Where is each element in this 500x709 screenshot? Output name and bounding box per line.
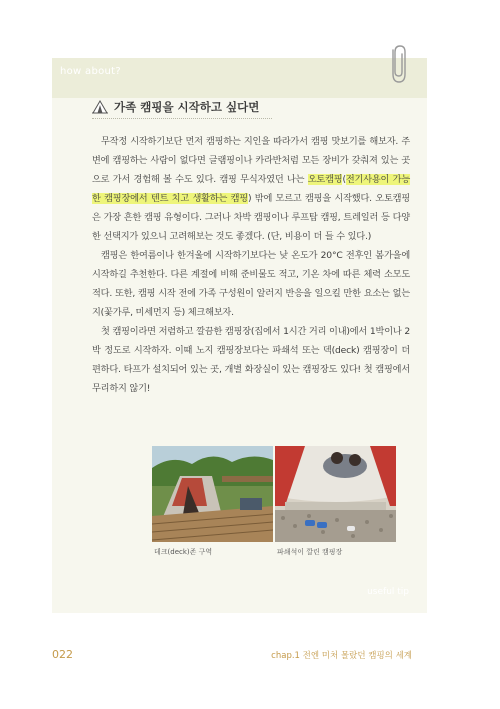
paragraph-3: 첫 캠핑이라면 저렴하고 깔끔한 캠핑장(집에서 1시간 거리 이내)에서 1박이나 2박 정도로 시작하자. 이때 노지 캠핑장보다는 파쇄석 또는 덱(deck) 캠핑장이 더 편하다. 타프가 설치되어 있는 곳, 개별 화장실이 있는 캠핑장도 있다! 첫 캠핑에서 무리하지 않기! [92,326,410,394]
gravel-campsite-photo [275,446,396,542]
chapter-title: chap.1 전엔 미처 몰랐던 캠핑의 세계 [271,651,412,661]
photo-caption-1: 데크(deck)존 구역 [154,548,213,556]
tent-icon [92,100,108,114]
card-tag: how about? [60,66,121,77]
photo-caption-2: 파쇄석이 깔린 캠핑장 [277,548,343,556]
paragraph-1: 무작정 시작하기보단 먼저 캠핑하는 지인을 따라가서 캠핑 맛보기를 해보자. 주변에 캠핑하는 사람이 없다면 글램핑이나 카라반처럼 모든 장비가 갖춰져 있는 곳으로 가서 경험해 볼 수도 있다. 캠핑 무식자였던 나는 오토캠핑(전기사용이 가능한 캠핑장에서 텐트 치고 생활하는 캠핑) 밖에 모르고 캠핑을 시작했다. 오토캠핑은 가장 흔한 캠핑 유형이다. 그러나 차박 캠핑이나 루프탑 캠핑, 트레일러 등 다양한 선택지가 있으니 고려해보는 것도 좋겠다. (단, 비용이 더 들 수 있다.) [92,136,411,242]
deck-campsite-photo [152,446,273,542]
paragraph-2: 캠핑은 한여름이나 한겨울에 시작하기보다는 낮 온도가 20°C 전후인 봄가을에 시작하길 추천한다. 다른 계절에 비해 준비물도 적고, 기온 차에 따른 체력 소모도 적다. 또한, 캠핑 시작 전에 가족 구성원이 알러지 반응을 일으킬 만한 요소는 없는지(꽃가루, 미세먼지 등) 체크해보자. [92,250,410,318]
highlight: 오토캠핑 [307,174,343,185]
body-text [92,132,410,398]
heading-underline [92,118,272,120]
highlight: 전기사용이 가능한 캠핑장에서 텐트 치고 생활하는 캠핑 [92,174,410,204]
card-header-stripe [52,58,427,98]
section-title: 가족 캠핑을 시작하고 싶다면 [114,100,260,114]
card-footer-tag: useful tip [367,587,409,597]
section-heading [92,99,259,115]
page-number: 022 [52,648,73,661]
paperclip-icon [385,44,407,86]
